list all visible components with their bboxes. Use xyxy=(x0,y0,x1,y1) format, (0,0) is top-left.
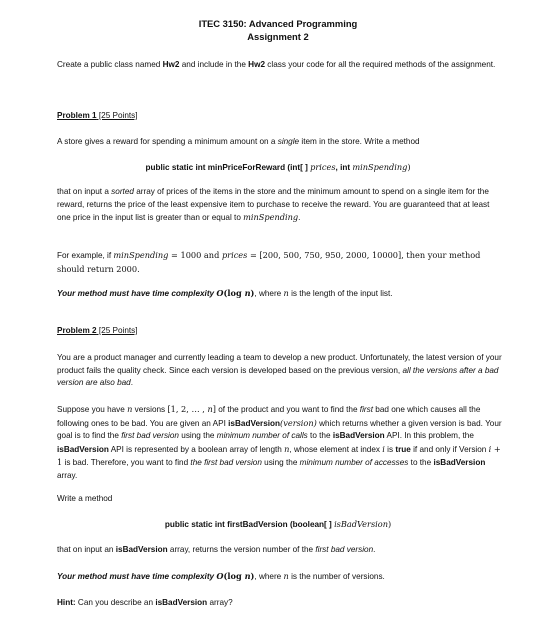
problem1-method-signature: public static int minPriceForReward (int[ ] prices, int minSpending) xyxy=(145,162,411,172)
problem2-heading: Problem 2 [25 Points] xyxy=(57,326,138,335)
problem1-intro: A store gives a reward for spending a minimum amount on a single item in the store. Write a method xyxy=(57,137,420,146)
problem1-example: For example, if minSpending = 1000 and prices = [200, 500, 750, 950, 2000, 10000], then your method should return 2000. xyxy=(57,250,481,274)
problem1-heading: Problem 1 [25 Points] xyxy=(57,111,138,120)
intro-paragraph: Create a public class named Hw2 and include in the Hw2 class your code for all the required methods of the assignment. xyxy=(57,60,496,69)
problem2-description: Suppose you have n versions [1, 2, … , n] of the product and you want to find the first bad one which causes all the following ones to be bad. You are given an API isBadVersion(version) which returns whether a given version is bad. Your goal is to find the first bad version using the minimum number of calls to the isBadVersion API. In this problem, the isBadVersion API is represented by a boolean array of length n, whose element at index i is true if and only if Version i + 1 is bad. Therefore, you want to find the first bad version using the minimum number of accesses to the isBadVersion array. xyxy=(57,404,502,480)
problem1-complexity: Your method must have time complexity O(log n), where n is the length of the input list. xyxy=(57,288,393,298)
problem1-description: that on input a sorted array of prices of the items in the store and the minimum amount to spend on a single item for the reward, returns the price of the least expensive item to purchase to receive the reward. You are guaranteed that at least one price in the input list is greater than or equal to minSpending. xyxy=(57,187,490,223)
problem2-hint: Hint: Can you describe an isBadVersion array? xyxy=(57,598,233,607)
problem2-intro: You are a product manager and currently leading a team to develop a new product. Unfortunately, the latest version of your product fails the quality check. Since each version is developed based on the previous version, all the versions after a bad version are also bad. xyxy=(57,353,502,388)
problem2-complexity: Your method must have time complexity O(log n), where n is the number of versions. xyxy=(57,571,385,581)
assignment-title: Assignment 2 xyxy=(247,31,309,42)
problem2-returns: that on input an isBadVersion array, returns the version number of the first bad version. xyxy=(57,545,376,554)
course-title: ITEC 3150: Advanced Programming xyxy=(198,18,358,29)
problem2-method-signature: public static int firstBadVersion (boolean[ ] isBadVersion) xyxy=(164,519,392,529)
problem2-write-method: Write a method xyxy=(57,494,113,503)
